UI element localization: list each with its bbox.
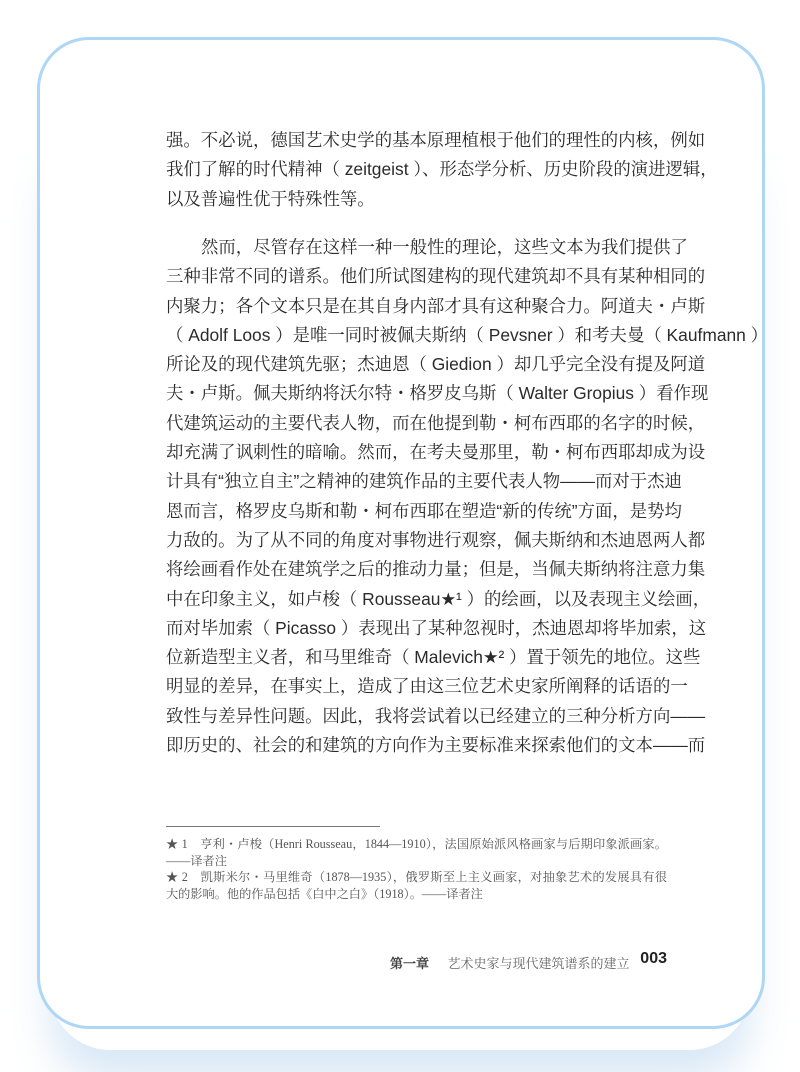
text-line: 强。不必说，德国艺术史学的基本原理植根于他们的理性的内核，例如 bbox=[166, 130, 706, 150]
text-line: （ Adolf Loos ）是唯一同时被佩夫斯纳（ Pevsner ）和考夫曼（ Kaufmann ） bbox=[166, 324, 769, 345]
text-line: 即历史的、社会的和建筑的方向作为主要标准来探索他们的文本——而 bbox=[166, 735, 706, 756]
text-line: 我们了解的时代精神（ zeitgeist ）、形态学分析、历史阶段的演进逻辑， bbox=[166, 159, 718, 180]
text-line: 位新造型主义者，和马里维奇（ Malevich★² ）置于领先的地位。这些 bbox=[166, 647, 701, 668]
footnote-1: ★ 1 亨利・卢梭（Henri Rousseau，1844—1910），法国原始派风格画家与后期印象派画家。——译者注 bbox=[166, 837, 667, 868]
text-line: 致性与差异性问题。因此，我将尝试着以已经建立的三种分析方向—— bbox=[166, 705, 706, 726]
text-line: 夫・卢斯。佩夫斯纳将沃尔特・格罗皮乌斯（ Walter Gropius ）看作现 bbox=[166, 383, 709, 404]
footnote-2: ★ 2 凯斯米尔・马里维奇（1878—1935），俄罗斯至上主义画家，对抽象艺术的发展具有很大的影响。他的作品包括《白中之白》（1918）。——译者注 bbox=[166, 870, 667, 901]
paragraph-2 bbox=[166, 233, 769, 760]
page-footer bbox=[390, 950, 667, 973]
text-line: 明显的差异，在事实上，造成了由这三位艺术史家所阐释的话语的一 bbox=[166, 676, 688, 697]
footnotes bbox=[166, 836, 667, 902]
text-line: 代建筑运动的主要代表人物，而在他提到勒・柯布西耶的名字的时候， bbox=[166, 412, 706, 433]
chapter-label: 第一章 bbox=[390, 956, 430, 971]
footnote-divider bbox=[166, 826, 380, 827]
text-line: 力敌的。为了从不同的角度对事物进行观察，佩夫斯纳和杰迪恩两人都 bbox=[166, 529, 706, 550]
text-line: 而对毕加索（ Picasso ）表现出了某种忽视时，杰迪恩却将毕加索，这 bbox=[166, 617, 707, 638]
chapter-title: 艺术史家与现代建筑谱系的建立 bbox=[447, 956, 630, 971]
text-line: 然而，尽管存在这样一种一般性的理论，这些文本为我们提供了 bbox=[201, 237, 688, 257]
text-line: 所论及的现代建筑先驱；杰迪恩（ Giedion ）却几乎完全没有提及阿道 bbox=[166, 354, 706, 375]
text-line: 恩而言，格罗皮乌斯和勒・柯布西耶在塑造“新的传统”方面，是势均 bbox=[166, 500, 682, 521]
text-line: 计具有“独立自主”之精神的建筑作品的主要代表人物——而对于杰迪 bbox=[166, 471, 682, 492]
text-line: 将绘画看作处在建筑学之后的推动力量；但是，当佩夫斯纳将注意力集 bbox=[166, 559, 706, 580]
text-line: 却充满了讽刺性的暗喻。然而，在考夫曼那里，勒・柯布西耶却成为设 bbox=[166, 442, 706, 463]
text-line: 中在印象主义，如卢梭（ Rousseau★¹ ）的绘画，以及表现主义绘画， bbox=[166, 588, 711, 609]
text-line: 以及普遍性优于特殊性等。 bbox=[166, 188, 375, 209]
paragraph-1 bbox=[166, 126, 718, 214]
text-line: 内聚力；各个文本只是在其自身内部才具有这种聚合力。阿道夫・卢斯 bbox=[166, 295, 706, 316]
page-number: 003 bbox=[640, 950, 667, 967]
text-line: 三种非常不同的谱系。他们所试图建构的现代建筑却不具有某种相同的 bbox=[166, 266, 706, 287]
